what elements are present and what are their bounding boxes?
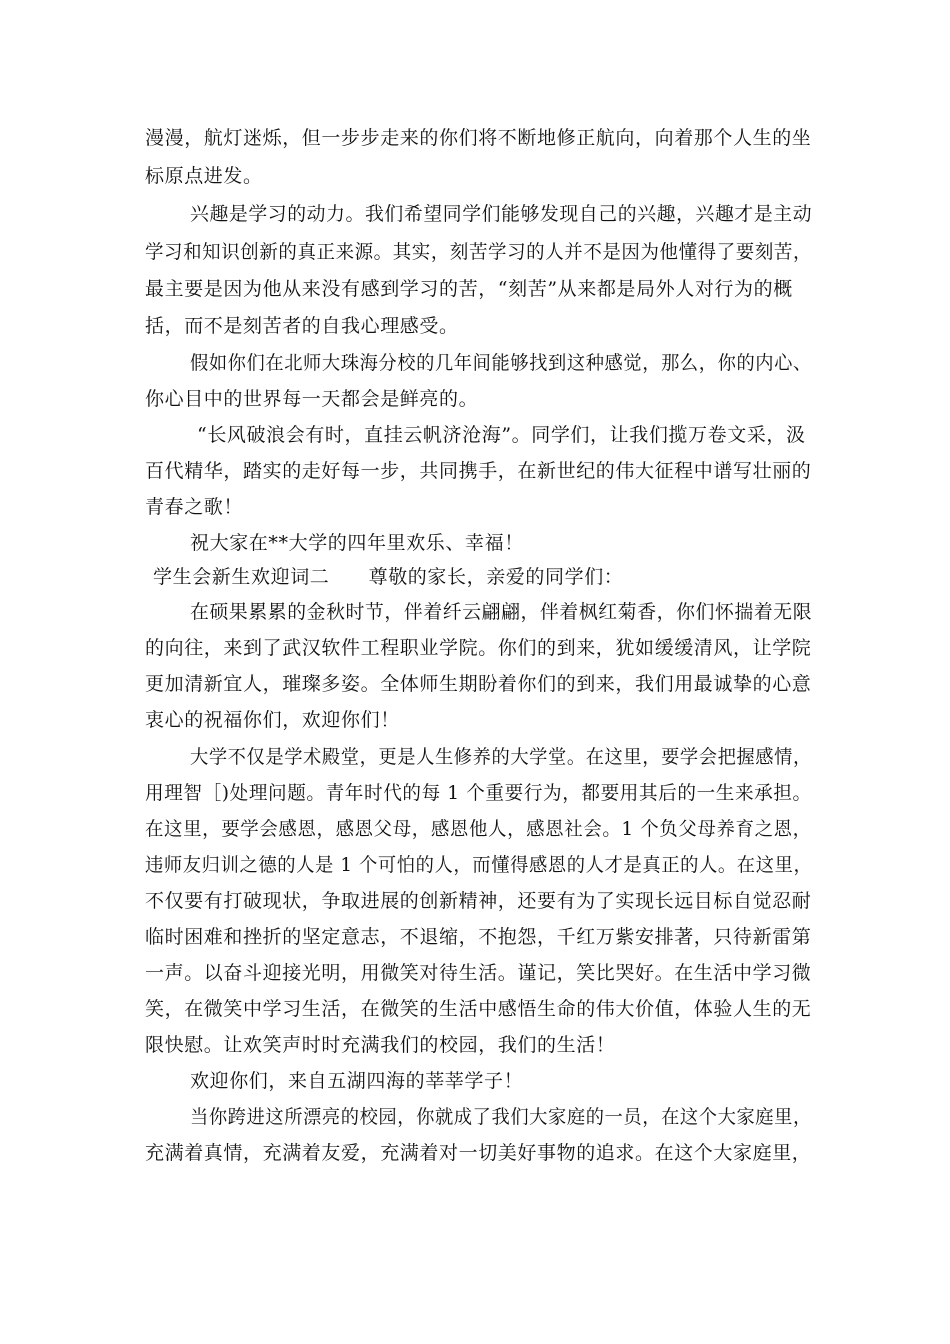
text-line: 当你跨进这所漂亮的校园，你就成了我们大家庭的一员，在这个大家庭里， <box>190 1106 812 1128</box>
text-line: 不仅要有打破现状，争取进展的创新精神，还要有为了实现长远目标自觉忍耐 <box>145 890 812 912</box>
text-line: 祝大家在**大学的四年里欢乐、幸福！ <box>190 532 524 554</box>
text-line: 笑，在微笑中学习生活，在微笑的生活中感悟生命的伟大价值，体验人生的无 <box>145 998 812 1020</box>
text-line: 最主要是因为他从来没有感到学习的苦，“刻苦”从来都是局外人对行为的概 <box>145 278 793 300</box>
text-line: 充满着真情，充满着友爱，充满着对一切美好事物的追求。在这个大家庭里， <box>145 1142 812 1164</box>
text-line: “长风破浪会有时，直挂云帆济沧海”。同学们，让我们揽万卷文采，汲 <box>197 424 806 446</box>
text-line: 漫漫，航灯迷烁，但一步步走来的你们将不断地修正航向，向着那个人生的坐 <box>145 127 812 149</box>
text-line: 欢迎你们，来自五湖四海的莘莘学子！ <box>190 1070 524 1092</box>
text-line: 假如你们在北师大珠海分校的几年间能够找到这种感觉，那么，你的内心、 <box>190 352 812 374</box>
text-line: 违师友归训之德的人是 1 个可怕的人，而懂得感恩的人才是真正的人。在这里， <box>145 854 813 876</box>
text-line: 大学不仅是学术殿堂，更是人生修养的大学堂。在这里，要学会把握感情， <box>190 746 812 768</box>
text-line: 的向往，来到了武汉软件工程职业学院。你们的到来，犹如缓缓清风，让学院 <box>145 637 812 659</box>
text-line: 百代精华，踏实的走好每一步，共同携手，在新世纪的伟大征程中谱写壮丽的 <box>145 460 812 482</box>
text-line: 临时困难和挫折的坚定意志，不退缩，不抱怨，千红万紫安排著，只待新雷第 <box>145 926 812 948</box>
text-line: 更加清新宜人，璀璨多姿。全体师生期盼着你们的到来，我们用最诚挚的心意 <box>145 673 812 695</box>
text-line: 限快慰。让欢笑声时时充满我们的校园，我们的生活！ <box>145 1034 616 1056</box>
text-line: 青春之歌！ <box>145 496 244 518</box>
text-line: 学习和知识创新的真正来源。其实，刻苦学习的人并不是因为他懂得了要刻苦， <box>145 241 813 263</box>
text-line: 标原点进发。 <box>145 165 263 187</box>
text-line: 一声。以奋斗迎接光明，用微笑对待生活。谨记，笑比哭好。在生活中学习微 <box>145 962 812 984</box>
section-heading: 学生会新生欢迎词二 尊敬的家长，亲爱的同学们： <box>153 566 624 588</box>
text-line: 在这里，要学会感恩，感恩父母，感恩他人，感恩社会。1 个负父母养育之恩， <box>145 818 812 840</box>
text-line: 括，而不是刻苦者的自我心理感受。 <box>145 315 459 337</box>
text-line: 用理智［)处理问题。青年时代的每 1 个重要行为，都要用其后的一生来承担。 <box>145 782 812 804</box>
text-line: 兴趣是学习的动力。我们希望同学们能够发现自己的兴趣，兴趣才是主动 <box>190 203 813 225</box>
text-line: 在硕果累累的金秋时节，伴着纤云翩翩，伴着枫红菊香，你们怀揣着无限 <box>190 601 813 623</box>
text-line: 衷心的祝福你们，欢迎你们！ <box>145 709 400 731</box>
text-line: 你心目中的世界每一天都会是鲜亮的。 <box>145 388 479 410</box>
